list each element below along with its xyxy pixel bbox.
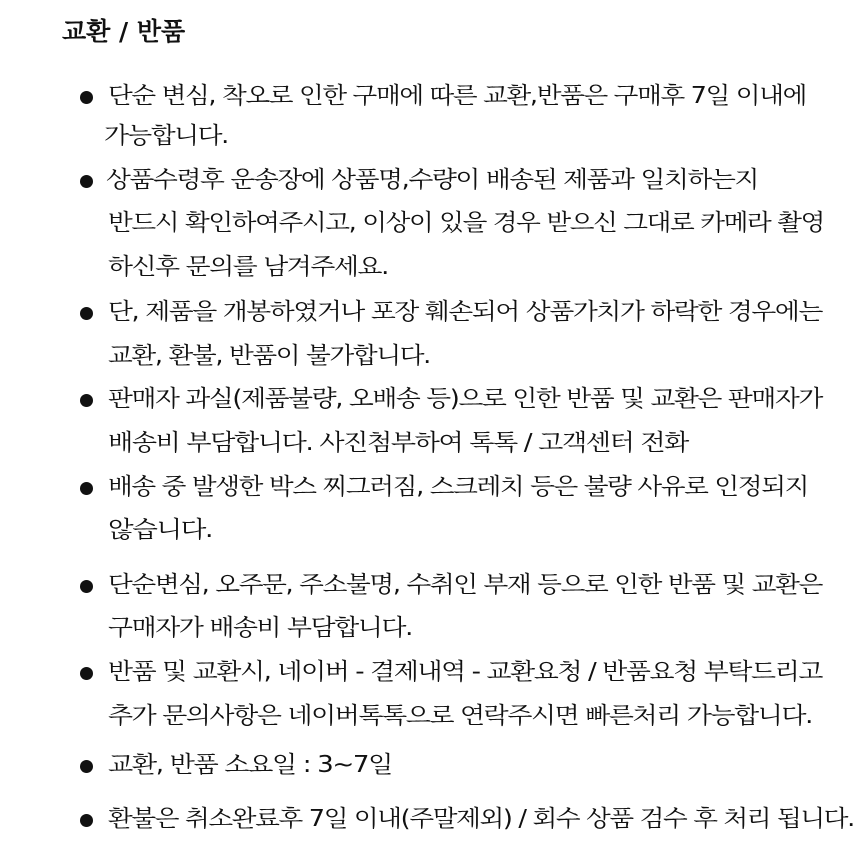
policy-text-line: 배송 중 발생한 박스 찌그러짐, 스크레치 등은 불량 사유로 인정되지 [108, 474, 809, 500]
bullet-icon [80, 760, 93, 773]
section-title: 교환 / 반품 [62, 17, 186, 46]
bullet-icon [80, 307, 93, 320]
bullet-icon [80, 394, 93, 407]
policy-text-line: 배송비 부담합니다. 사진첨부하여 톡톡 / 고객센터 전화 [108, 430, 688, 456]
bullet-icon [80, 91, 93, 104]
policy-text-line: 구매자가 배송비 부담합니다. [108, 615, 413, 641]
policy-text-line: 단순변심, 오주문, 주소불명, 수취인 부재 등으로 인한 반품 및 교환은 [108, 572, 823, 598]
policy-text-line: 환불은 취소완료후 7일 이내(주말제외) / 회수 상품 검수 후 처리 됩니다. [108, 806, 854, 832]
policy-text-line: 반드시 확인하여주시고, 이상이 있을 경우 받으신 그대로 카메라 촬영 [108, 210, 824, 236]
bullet-icon [80, 580, 93, 593]
policy-text-line: 추가 문의사항은 네이버톡톡으로 연락주시면 빠른처리 가능합니다. [108, 703, 813, 729]
policy-text-line: 교환, 반품 소요일 : 3~7일 [108, 752, 392, 778]
policy-text-line: 하신후 문의를 남겨주세요. [108, 254, 388, 280]
policy-text-line: 판매자 과실(제품불량, 오배송 등)으로 인한 반품 및 교환은 판매자가 [108, 386, 822, 412]
policy-text-line: 반품 및 교환시, 네이버 - 결제내역 - 교환요청 / 반품요청 부탁드리고 [108, 659, 822, 685]
policy-text-line: 않습니다. [108, 517, 213, 543]
policy-text-line: 상품수령후 운송장에 상품명,수량이 배송된 제품과 일치하는지 [106, 167, 759, 193]
policy-text-line: 단, 제품을 개봉하였거나 포장 훼손되어 상품가치가 하락한 경우에는 [108, 299, 823, 325]
bullet-icon [80, 814, 93, 827]
bullet-icon [80, 175, 93, 188]
policy-text-line: 가능합니다. [104, 123, 229, 149]
bullet-icon [80, 482, 93, 495]
bullet-icon [80, 667, 93, 680]
policy-text-line: 교환, 환불, 반품이 불가합니다. [108, 343, 430, 369]
policy-text-line: 단순 변심, 착오로 인한 구매에 따른 교환,반품은 구매후 7일 이내에 [108, 83, 806, 109]
